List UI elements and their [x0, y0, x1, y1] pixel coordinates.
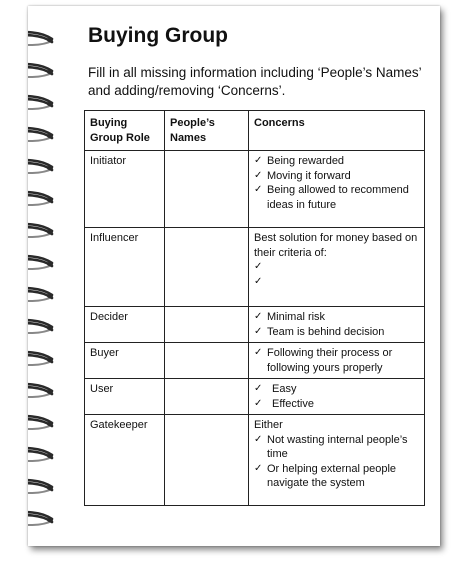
- binding-coil: [28, 448, 53, 461]
- concern-item: ✓ Not wasting internal people’s time: [254, 433, 420, 462]
- concern-item: ✓ Or helping external people navigate the system: [254, 462, 420, 491]
- names-cell[interactable]: [165, 343, 249, 379]
- binding-coil: [28, 32, 53, 45]
- role-cell: Influencer: [85, 228, 165, 307]
- names-cell[interactable]: [165, 379, 249, 415]
- binding-coil: [28, 160, 53, 173]
- table-row-user: [85, 379, 425, 415]
- binding-coil: [28, 96, 53, 109]
- table-row-initiator: [85, 151, 425, 228]
- concern-item: ✓ Moving it forward: [254, 169, 420, 184]
- binding-coil: [28, 128, 53, 141]
- notebook-page: [28, 6, 440, 546]
- instructions-text: Fill in all missing information including ‘People’s Names’ and adding/removing ‘Concerns’.: [88, 65, 422, 98]
- concern-item: ✓ Following their process or following yours properly: [254, 346, 420, 375]
- role-cell: Buyer: [85, 343, 165, 379]
- binding-coil: [28, 512, 53, 525]
- binding-coil: [28, 288, 53, 301]
- table-row-buyer: [85, 343, 425, 379]
- table-row-decider: [85, 307, 425, 343]
- spiral-binding-icon: [28, 6, 88, 546]
- concerns-cell: [249, 379, 425, 415]
- page-title: Buying Group: [88, 24, 228, 47]
- role-cell: Decider: [85, 307, 165, 343]
- concerns-intro: Best solution for money based on their criteria of:: [254, 232, 418, 259]
- concern-item: ✓ Team is behind decision: [254, 325, 420, 340]
- names-cell[interactable]: [165, 415, 249, 506]
- concerns-cell: [249, 343, 425, 379]
- concerns-cell: [249, 151, 425, 228]
- concerns-cell: [249, 415, 425, 506]
- binding-coil: [28, 480, 53, 493]
- role-cell: Initiator: [85, 151, 165, 228]
- concern-item: ✓ Easy: [254, 382, 420, 397]
- concern-item: ✓ Being allowed to recommend ideas in future: [254, 183, 420, 212]
- table-header-row: [85, 111, 425, 151]
- header-concerns: Concerns: [249, 111, 425, 151]
- role-cell: Gatekeeper: [85, 415, 165, 506]
- concerns-cell: [249, 307, 425, 343]
- table-row-gatekeeper: [85, 415, 425, 506]
- binding-coil: [28, 416, 53, 429]
- concern-item: ✓ Being rewarded: [254, 154, 420, 169]
- names-cell[interactable]: [165, 307, 249, 343]
- buying-group-table: [84, 110, 425, 506]
- concern-item[interactable]: [254, 275, 420, 290]
- concern-item[interactable]: [254, 260, 420, 275]
- binding-coil: [28, 352, 53, 365]
- binding-coil: [28, 192, 53, 205]
- header-role: Buying Group Role: [85, 111, 165, 151]
- concern-item: ✓ Effective: [254, 397, 420, 412]
- table-row-influencer: [85, 228, 425, 307]
- concerns-intro: Either: [254, 419, 283, 431]
- concerns-cell: [249, 228, 425, 307]
- role-cell: User: [85, 379, 165, 415]
- binding-coil: [28, 64, 53, 77]
- header-names: People’s Names: [165, 111, 249, 151]
- names-cell[interactable]: [165, 151, 249, 228]
- names-cell[interactable]: [165, 228, 249, 307]
- binding-coil: [28, 224, 53, 237]
- concern-item: ✓ Minimal risk: [254, 310, 420, 325]
- binding-coil: [28, 384, 53, 397]
- binding-coil: [28, 320, 53, 333]
- binding-coil: [28, 256, 53, 269]
